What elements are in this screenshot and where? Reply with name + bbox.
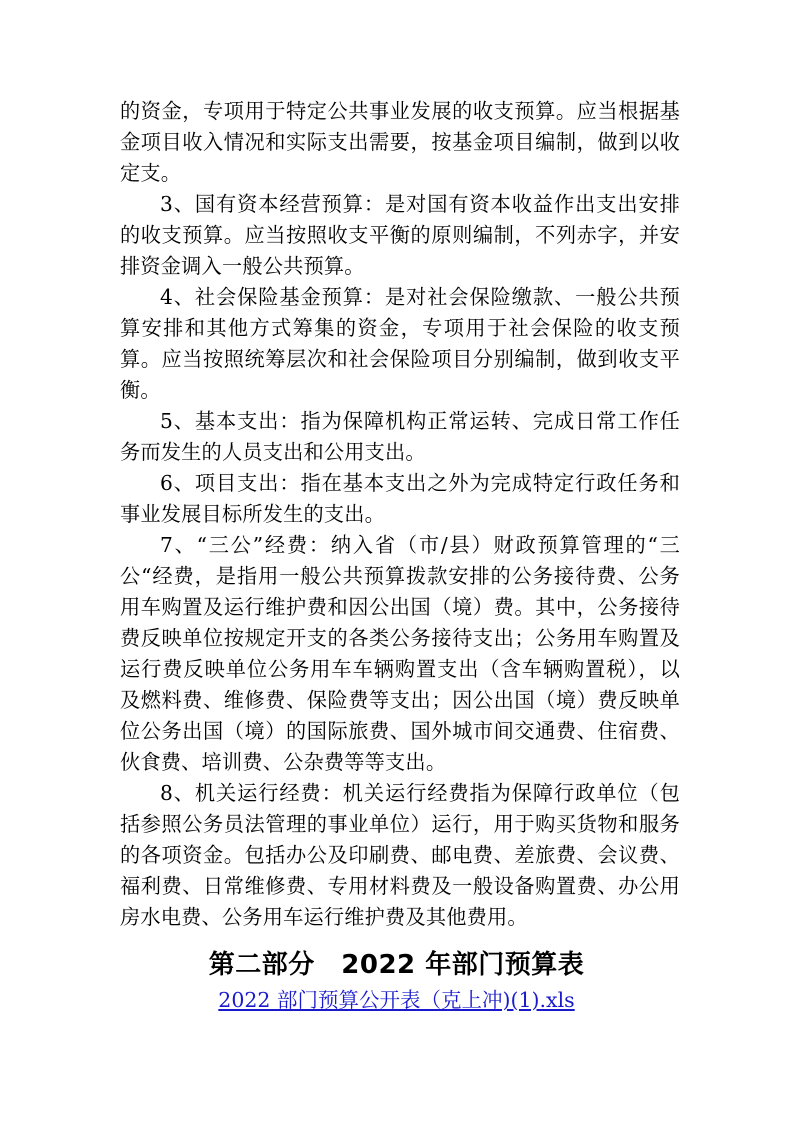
section-heading: 第二部分 2022 年部门预算表 bbox=[208, 950, 585, 980]
body-text bbox=[120, 96, 680, 933]
attachment-link[interactable]: 2022 部门预算公开表（克上冲)(1).xls bbox=[218, 988, 575, 1012]
paragraph-state-capital-budget: 3、国有资本经营预算：是对国有资本收益作出支出安排的收支预算。应当按照收支平衡的原则编制，不列赤字，并安排资金调入一般公共预算。 bbox=[120, 192, 680, 278]
paragraph-basic-expenditure: 5、基本支出：指为保障机构正常运转、完成日常工作任务而发生的人员支出和公用支出。 bbox=[120, 409, 680, 464]
paragraph-agency-operating-expenses: 8、机关运行经费：机关运行经费指为保障行政单位（包括参照公务员法管理的事业单位）运行，用于购买货物和服务的各项资金。包括办公及印刷费、邮电费、差旅费、会议费、福利费、日常维修费、专用材料费及一般设备购置费、办公用房水电费、公务用车运行维护费及其他费用。 bbox=[120, 781, 680, 929]
paragraph-project-expenditure: 6、项目支出：指在基本支出之外为完成特定行政任务和事业发展目标所发生的支出。 bbox=[120, 471, 680, 526]
paragraph-fund-budget-continued: 的资金，专项用于特定公共事业发展的收支预算。应当根据基金项目收入情况和实际支出需要，按基金项目编制，做到以收定支。 bbox=[120, 99, 680, 185]
paragraph-three-public-expenses: 7、“三公”经费：纳入省（市/县）财政预算管理的“三公“经费，是指用一般公共预算拨款安排的公务接待费、公务用车购置及运行维护费和因公出国（境）费。其中，公务接待费反映单位按规定开支的各类公务接待支出；公务用车购置及运行费反映单位公务用车车辆购置支出（含车辆购置税），以及燃料费、维修费、保险费等支出；因公出国（境）费反映单位公务出国（境）的国际旅费、国外城市间交通费、住宿费、伙食费、培训费、公杂费等等支出。 bbox=[120, 533, 680, 774]
paragraph-social-insurance-budget: 4、社会保险基金预算：是对社会保险缴款、一般公共预算安排和其他方式筹集的资金，专项用于社会保险的收支预算。应当按照统筹层次和社会保险项目分别编制，做到收支平衡。 bbox=[120, 285, 680, 402]
